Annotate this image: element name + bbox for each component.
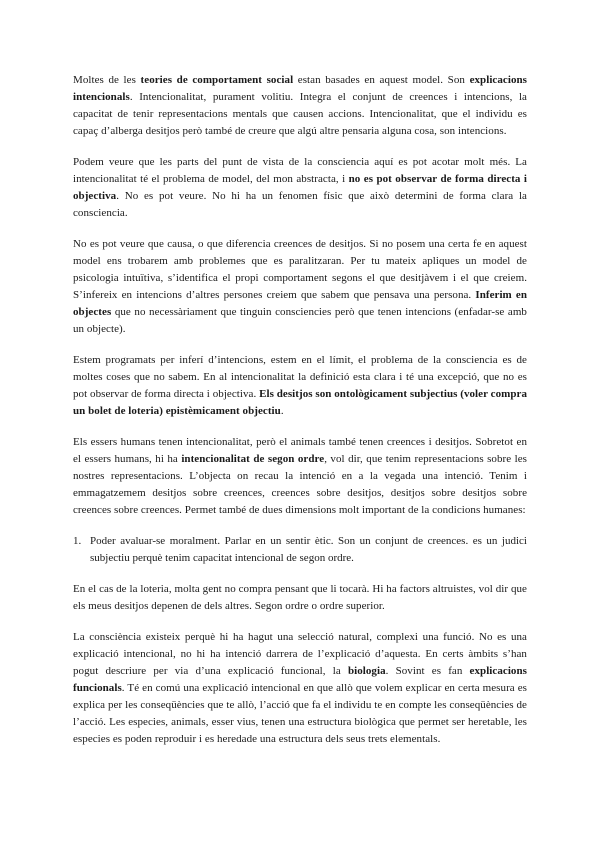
paragraph-ontological-subjectivity: Estem programats per inferí d’intencions, estem en el límit, el problema de la consciencia es de moltes coses que no sabem. En al intencionalitat la definició esta clara i té una excepció, que no es pot observar de forma directa i objectiva. Els desitjos son ontològicament subjectius (voler compra un bolet de loteria) epistèmicament objectiu. [73, 354, 527, 417]
paragraph-functional-explanations: La consciència existeix perquè hi ha hagut una selecció natural, complexi una funció. No es una explicació intencional, no hi ha intenció darrera de l’explicació d’aquesta. En certs àmbits s’han pogut descriure per via d’una explicació funcional, la biologia. Sovint es fan explicacions funcionals. Té en comú una explicació intencional en que allò que volem explicar en certa mesura es explica per les conseqüències que te allò, l’acció que fa el individu te en compte les conseqüències de l’acció. Les especies, animals, esser vius, tenen una estructura biològica que permet ser heretable, les especies es poden reproduir i es heredade una estructura dels seus trets elementals. [73, 631, 527, 745]
numbered-list-item [73, 533, 527, 567]
paragraph-intentional-explanations: Moltes de les teories de comportament social estan basades en aquest model. Son explicacions intencionals. Intencionalitat, purament volitiu. Integra el conjunt de creences i intencions, la capacitat de tenir representacions mentals que causen accions. Intencionalitat, que el individu es capaç d’alberga desitjos però també de creure que algú altre pensaria alguna cosa, son intencions. [73, 74, 527, 137]
paragraph-intuitive-psychology: No es pot veure que causa, o que diferencia creences de desitjos. Si no posem una certa fe en aquest model ens trobarem amb problemes que es paralitzaran. Per tu mateix apliques un model de psicologia intuïtiva, s’identifica el propi comportament segons el que desitjàvem i el que creiem. S’infereix en intencions d’altres persones creiem que sabem que pensava una persona. Inferim en objectes que no necessàriament que tinguin consciencies però que tenen intencions (enfadar-se amb un objecte). [73, 238, 528, 335]
paragraph-second-order-intentionality: Els essers humans tenen intencionalitat, però el animals també tenen creences i desitjos. Sobretot en el essers humans, hi ha intencionalitat de segon ordre, vol dir, que tenim representacions sobre les nostres representacions. L’objecta on recau la intenció en a la vegada una intenció. Tenim i emmagatzemem desitjos sobre creences, creences sobre desitjos, desitjos sobre desitjos sobre creences sobre creences. Permet també de dues dimensions molt important de la condicions humanes: [73, 436, 527, 516]
list-text: Poder avaluar-se moralment. Parlar en un sentir ètic. Son un conjunt de creences. es un judici subjectiu perquè tenim capacitat intencional de segon ordre. [90, 535, 527, 564]
paragraph-consciousness-viewpoint: Podem veure que les parts del punt de vista de la consciencia aquí es pot acotar molt més. La intencionalitat té el problema de model, del mon abstracta, i no es pot observar de forma directa i objectiva. No es pot veure. No hi ha un fenomen físic que això determini de forma clara la consciencia. [73, 156, 527, 219]
paragraph-lottery: En el cas de la loteria, molta gent no compra pensant que li tocarà. Hi ha factors altruistes, vol dir que els meus desitjos depenen de dels altres. Segon ordre o ordre superior. [73, 583, 527, 612]
list-number: 1. [73, 535, 82, 547]
